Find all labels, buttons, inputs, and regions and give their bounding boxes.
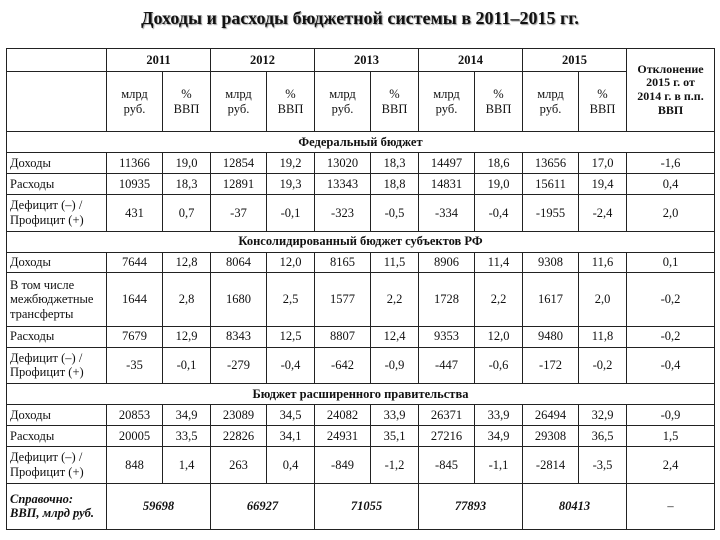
value-cell: 14831: [419, 174, 475, 195]
value-cell: 2,0: [579, 273, 627, 326]
reference-label: [7, 483, 107, 529]
year-header: 2012: [211, 49, 315, 72]
row-label-line: Дефицит (–) /: [10, 351, 83, 366]
value-cell: 2,2: [475, 273, 523, 326]
value-cell: -0,9: [371, 347, 419, 384]
value-cell: 1644: [107, 273, 163, 326]
row-label: [7, 252, 107, 273]
row-label: [7, 174, 107, 195]
value-cell: 12,0: [267, 252, 315, 273]
unit-bln-header: [523, 72, 579, 132]
value-cell: 23089: [211, 405, 267, 426]
value-cell: -279: [211, 347, 267, 384]
value-cell: 18,3: [163, 174, 211, 195]
value-cell: 19,3: [267, 174, 315, 195]
table-row: [7, 153, 715, 174]
value-cell: 34,1: [267, 426, 315, 447]
row-label: [7, 273, 107, 326]
year-header: 2013: [315, 49, 419, 72]
unit-bln-line: руб.: [123, 101, 146, 116]
value-cell: 2,0: [627, 194, 715, 231]
value-cell: 33,9: [475, 405, 523, 426]
value-cell: 1728: [419, 273, 475, 326]
table-row: [7, 347, 715, 384]
value-cell: 33,5: [163, 426, 211, 447]
row-label: [7, 446, 107, 483]
value-cell: 8064: [211, 252, 267, 273]
gdp-value: 80413: [523, 483, 627, 529]
value-cell: 36,5: [579, 426, 627, 447]
value-cell: -172: [523, 347, 579, 384]
reference-label-line: ВВП, млрд руб.: [10, 506, 95, 521]
unit-header-row: [7, 72, 715, 132]
value-cell: 12891: [211, 174, 267, 195]
value-cell: 24931: [315, 426, 371, 447]
value-cell: 12,5: [267, 326, 315, 347]
value-cell: -2814: [523, 446, 579, 483]
unit-pct-line: %: [389, 87, 400, 102]
value-cell: -0,9: [627, 405, 715, 426]
value-cell: 12,9: [163, 326, 211, 347]
value-cell: -0,1: [267, 194, 315, 231]
value-cell: 18,8: [371, 174, 419, 195]
value-cell: 35,1: [371, 426, 419, 447]
section-title: Бюджет расширенного правительства: [7, 384, 715, 405]
value-cell: -0,4: [627, 347, 715, 384]
unit-bln-header: [107, 72, 163, 132]
value-cell: 13656: [523, 153, 579, 174]
gdp-value: 77893: [419, 483, 523, 529]
value-cell: 0,4: [627, 174, 715, 195]
reference-label-line: Справочно:: [10, 491, 74, 506]
value-cell: 19,4: [579, 174, 627, 195]
value-cell: 1,5: [627, 426, 715, 447]
deviation-header-line: 2014 г. в п.п.: [637, 89, 704, 104]
value-cell: 2,2: [371, 273, 419, 326]
unit-bln-line: млрд: [433, 87, 460, 102]
value-cell: 12,8: [163, 252, 211, 273]
value-cell: -1,1: [475, 446, 523, 483]
unit-pct-line: ВВП: [173, 101, 200, 116]
value-cell: 26371: [419, 405, 475, 426]
value-cell: 1680: [211, 273, 267, 326]
value-cell: 18,6: [475, 153, 523, 174]
row-label-line: В том числе: [10, 277, 75, 292]
value-cell: -642: [315, 347, 371, 384]
budget-table-body: [7, 49, 715, 530]
table-row: [7, 252, 715, 273]
value-cell: -0,2: [627, 273, 715, 326]
value-cell: -0,2: [627, 326, 715, 347]
value-cell: 17,0: [579, 153, 627, 174]
unit-bln-header: [211, 72, 267, 132]
year-header: 2011: [107, 49, 211, 72]
unit-bln-line: руб.: [227, 101, 250, 116]
year-header-row: [7, 49, 715, 72]
value-cell: -0,1: [163, 347, 211, 384]
unit-bln-header: [315, 72, 371, 132]
section-header-row: [7, 384, 715, 405]
deviation-header: [627, 49, 715, 132]
row-label-line: Расходы: [10, 428, 55, 443]
row-label-line: Доходы: [10, 407, 51, 422]
value-cell: 848: [107, 446, 163, 483]
value-cell: 10935: [107, 174, 163, 195]
row-label-line: межбюджетные: [10, 292, 94, 307]
row-label: [7, 194, 107, 231]
unit-bln-header: [419, 72, 475, 132]
year-header: 2014: [419, 49, 523, 72]
table-row: [7, 405, 715, 426]
value-cell: 13020: [315, 153, 371, 174]
deviation-header-line: ВВП: [657, 102, 684, 117]
section-header-row: [7, 132, 715, 153]
value-cell: 2,5: [267, 273, 315, 326]
table-row: [7, 174, 715, 195]
value-cell: -849: [315, 446, 371, 483]
value-cell: 8807: [315, 326, 371, 347]
deviation-header-line: 2015 г. от: [646, 75, 695, 90]
section-header-row: [7, 231, 715, 252]
value-cell: -0,4: [267, 347, 315, 384]
unit-pct-line: %: [285, 87, 296, 102]
table-row: [7, 194, 715, 231]
section-title: Консолидированный бюджет субъектов РФ: [7, 231, 715, 252]
unit-pct-header: [163, 72, 211, 132]
unit-bln-line: млрд: [537, 87, 564, 102]
value-cell: -2,4: [579, 194, 627, 231]
value-cell: 0,4: [267, 446, 315, 483]
value-cell: 9480: [523, 326, 579, 347]
unit-bln-line: руб.: [435, 101, 458, 116]
unit-pct-line: ВВП: [589, 101, 616, 116]
value-cell: 1,4: [163, 446, 211, 483]
value-cell: 34,5: [267, 405, 315, 426]
value-cell: 0,1: [627, 252, 715, 273]
value-cell: 19,0: [475, 174, 523, 195]
gdp-value: 71055: [315, 483, 419, 529]
value-cell: -0,4: [475, 194, 523, 231]
value-cell: 33,9: [371, 405, 419, 426]
gdp-value: 66927: [211, 483, 315, 529]
value-cell: -447: [419, 347, 475, 384]
unit-pct-header: [579, 72, 627, 132]
value-cell: 7644: [107, 252, 163, 273]
row-label-line: Профицит (+): [10, 212, 84, 227]
row-label-line: Профицит (+): [10, 365, 84, 380]
row-label-line: Доходы: [10, 155, 51, 170]
unit-pct-line: ВВП: [485, 101, 512, 116]
value-cell: 8343: [211, 326, 267, 347]
table-row: [7, 326, 715, 347]
value-cell: 32,9: [579, 405, 627, 426]
unit-pct-header: [475, 72, 523, 132]
value-cell: -37: [211, 194, 267, 231]
row-label: [7, 405, 107, 426]
value-cell: 12,0: [475, 326, 523, 347]
value-cell: 11,6: [579, 252, 627, 273]
unit-bln-line: млрд: [329, 87, 356, 102]
row-label-line: Расходы: [10, 176, 55, 191]
unit-bln-line: руб.: [539, 101, 562, 116]
value-cell: 8906: [419, 252, 475, 273]
unit-pct-line: %: [597, 87, 608, 102]
value-cell: 20005: [107, 426, 163, 447]
value-cell: 7679: [107, 326, 163, 347]
row-label-line: Расходы: [10, 329, 55, 344]
value-cell: 12854: [211, 153, 267, 174]
table-row: [7, 426, 715, 447]
value-cell: -1,6: [627, 153, 715, 174]
value-cell: 18,3: [371, 153, 419, 174]
unit-bln-line: млрд: [225, 87, 252, 102]
budget-table: [6, 48, 715, 530]
reference-deviation: –: [627, 483, 715, 529]
value-cell: 2,4: [627, 446, 715, 483]
unit-pct-line: ВВП: [277, 101, 304, 116]
value-cell: 11366: [107, 153, 163, 174]
value-cell: 1617: [523, 273, 579, 326]
unit-pct-line: ВВП: [381, 101, 408, 116]
value-cell: 11,4: [475, 252, 523, 273]
unit-bln-line: руб.: [331, 101, 354, 116]
value-cell: 27216: [419, 426, 475, 447]
year-header: 2015: [523, 49, 627, 72]
unit-pct-line: %: [181, 87, 192, 102]
corner-cell: [7, 49, 107, 72]
deviation-header-line: Отклонение: [637, 61, 704, 76]
unit-pct-line: %: [493, 87, 504, 102]
value-cell: 20853: [107, 405, 163, 426]
value-cell: -0,5: [371, 194, 419, 231]
reference-row: [7, 483, 715, 529]
value-cell: 12,4: [371, 326, 419, 347]
table-row: [7, 446, 715, 483]
row-label-line: Дефицит (–) /: [10, 450, 83, 465]
row-label-line: Доходы: [10, 255, 51, 270]
value-cell: 9308: [523, 252, 579, 273]
value-cell: -0,2: [579, 347, 627, 384]
row-label-line: трансферты: [10, 306, 74, 321]
value-cell: 14497: [419, 153, 475, 174]
value-cell: 29308: [523, 426, 579, 447]
gdp-value: 59698: [107, 483, 211, 529]
row-label: [7, 153, 107, 174]
value-cell: 8165: [315, 252, 371, 273]
value-cell: -0,6: [475, 347, 523, 384]
value-cell: 431: [107, 194, 163, 231]
value-cell: 19,2: [267, 153, 315, 174]
row-label: [7, 426, 107, 447]
corner-cell: [7, 72, 107, 132]
unit-pct-header: [267, 72, 315, 132]
value-cell: 263: [211, 446, 267, 483]
table-row: [7, 273, 715, 326]
unit-pct-header: [371, 72, 419, 132]
value-cell: -35: [107, 347, 163, 384]
value-cell: 26494: [523, 405, 579, 426]
unit-bln-line: млрд: [121, 87, 148, 102]
row-label-line: Дефицит (–) /: [10, 198, 83, 213]
value-cell: -1955: [523, 194, 579, 231]
value-cell: 11,5: [371, 252, 419, 273]
page-title: Доходы и расходы бюджетной системы в 2011–2015 гг.: [141, 8, 579, 28]
value-cell: 22826: [211, 426, 267, 447]
value-cell: -3,5: [579, 446, 627, 483]
value-cell: -323: [315, 194, 371, 231]
value-cell: 11,8: [579, 326, 627, 347]
value-cell: 15611: [523, 174, 579, 195]
value-cell: 24082: [315, 405, 371, 426]
value-cell: 1577: [315, 273, 371, 326]
value-cell: -845: [419, 446, 475, 483]
row-label: [7, 326, 107, 347]
row-label: [7, 347, 107, 384]
value-cell: 0,7: [163, 194, 211, 231]
value-cell: -1,2: [371, 446, 419, 483]
value-cell: 9353: [419, 326, 475, 347]
value-cell: -334: [419, 194, 475, 231]
value-cell: 34,9: [475, 426, 523, 447]
value-cell: 2,8: [163, 273, 211, 326]
row-label-line: Профицит (+): [10, 464, 84, 479]
value-cell: 13343: [315, 174, 371, 195]
section-title: Федеральный бюджет: [7, 132, 715, 153]
value-cell: 19,0: [163, 153, 211, 174]
value-cell: 34,9: [163, 405, 211, 426]
